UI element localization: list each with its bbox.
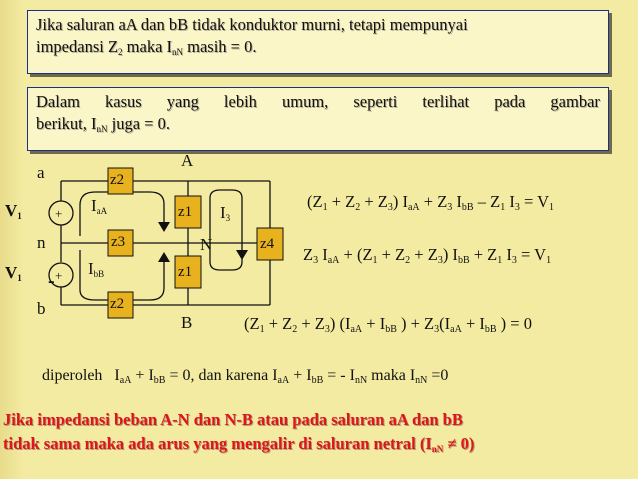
warning-text-part: tidak sama maka ada arus yang mengalir di saluran netral (I — [3, 434, 432, 453]
note-1-text: maka I — [122, 37, 173, 56]
arrow-i3 — [236, 250, 248, 260]
v1-bottom-text: V — [5, 263, 18, 282]
note-1-text: masih = 0. — [183, 37, 257, 56]
note-2-word: yang — [166, 92, 199, 111]
current-i3-text: I — [220, 203, 226, 222]
current-iaA-text: I — [91, 196, 97, 215]
z1-upper-label: z1 — [178, 204, 193, 220]
conclusion-line: diperoleh $I_{aA} + I_{bB} = 0$, dan karena $I_{aA} + I_{bB}$ = - $I_{nN}$ maka $I_{nN} =0$ — [42, 367, 449, 386]
z2-bottom-label: z2 — [110, 296, 125, 312]
v1-top-text: V — [5, 201, 18, 220]
note-2-text: berikut, I — [36, 114, 97, 133]
z2-top-label: z2 — [110, 172, 125, 188]
warning-text-part: ≠ 0) — [443, 434, 475, 453]
current-ibB-sub: bB — [93, 269, 105, 279]
current-ibB-label — [88, 260, 104, 283]
note-2-sub: nN — [96, 124, 108, 134]
node-N-label: N — [200, 235, 213, 254]
note-2-word: lebih — [223, 92, 257, 111]
equation-1: $(Z_1 + Z_2 + Z_3) I_{aA} + Z_3$ $I_{bB} - Z_1$ $I_3 = V_1$ — [307, 192, 554, 213]
equation-2: $Z_3$ $I_{aA} + (Z_1 + Z_2 + Z_3) I_{bB} + Z_1$ $I_3 = V_1$ — [303, 245, 552, 266]
v1-bottom-label — [5, 264, 22, 287]
current-i3-sub: 3 — [225, 213, 231, 223]
note-2-text: juga = 0. — [107, 114, 170, 133]
node-A-label: A — [181, 151, 194, 170]
note-2-word: umum, — [281, 92, 329, 111]
current-iaA-label — [91, 197, 107, 220]
warning-line-2 — [3, 432, 635, 461]
arrow-ibB — [158, 252, 170, 262]
note-2-word: kasus — [105, 92, 142, 111]
current-i3-label — [220, 204, 230, 227]
node-n-label: n — [37, 233, 46, 252]
node-a-label: a — [37, 163, 45, 182]
note-2-word: terlihat — [422, 92, 470, 111]
warning-sub: nN — [431, 444, 444, 454]
note-1-sub-i: nN — [172, 47, 184, 57]
note-2-word: pada — [494, 92, 526, 111]
v1-bottom-sub: 1 — [17, 273, 22, 283]
source-bottom-minus: - — [48, 270, 55, 292]
note-2-word: seperti — [353, 92, 398, 111]
note-1-line-1: Jika saluran aA dan bB tidak konduktor murni, tetapi mempunyai — [36, 15, 468, 34]
z4-label: z4 — [260, 236, 275, 252]
warning-text — [3, 408, 635, 461]
v1-top-sub: 1 — [17, 211, 22, 221]
source-top-plus: + — [55, 206, 63, 221]
node-b-label: b — [37, 299, 46, 318]
z3-label: z3 — [111, 234, 126, 250]
warning-line-1: Jika impedansi beban A-N dan N-B atau pada saluran aA dan bB — [3, 410, 463, 429]
source-bottom-plus: + — [55, 268, 63, 283]
note-2-word: gambar — [550, 92, 600, 111]
loop-i3 — [210, 190, 242, 270]
z1-lower-label: z1 — [178, 264, 193, 280]
v1-top-label — [5, 202, 22, 225]
note-1-text: impedansi Z — [36, 37, 119, 56]
current-iaA-sub: aA — [96, 206, 108, 216]
note-1-sub-z: 2 — [118, 47, 123, 57]
note-2-word: Dalam — [36, 92, 80, 111]
arrow-iaA — [158, 222, 170, 232]
equation-3: $(Z_1 + Z_2 + Z_3) (I_{aA} + I_{bB}$ ) + $Z_3(I_{aA} + I_{bB}$ ) = 0 — [244, 314, 532, 335]
current-ibB-text: I — [88, 259, 94, 278]
node-B-label: B — [181, 313, 193, 332]
